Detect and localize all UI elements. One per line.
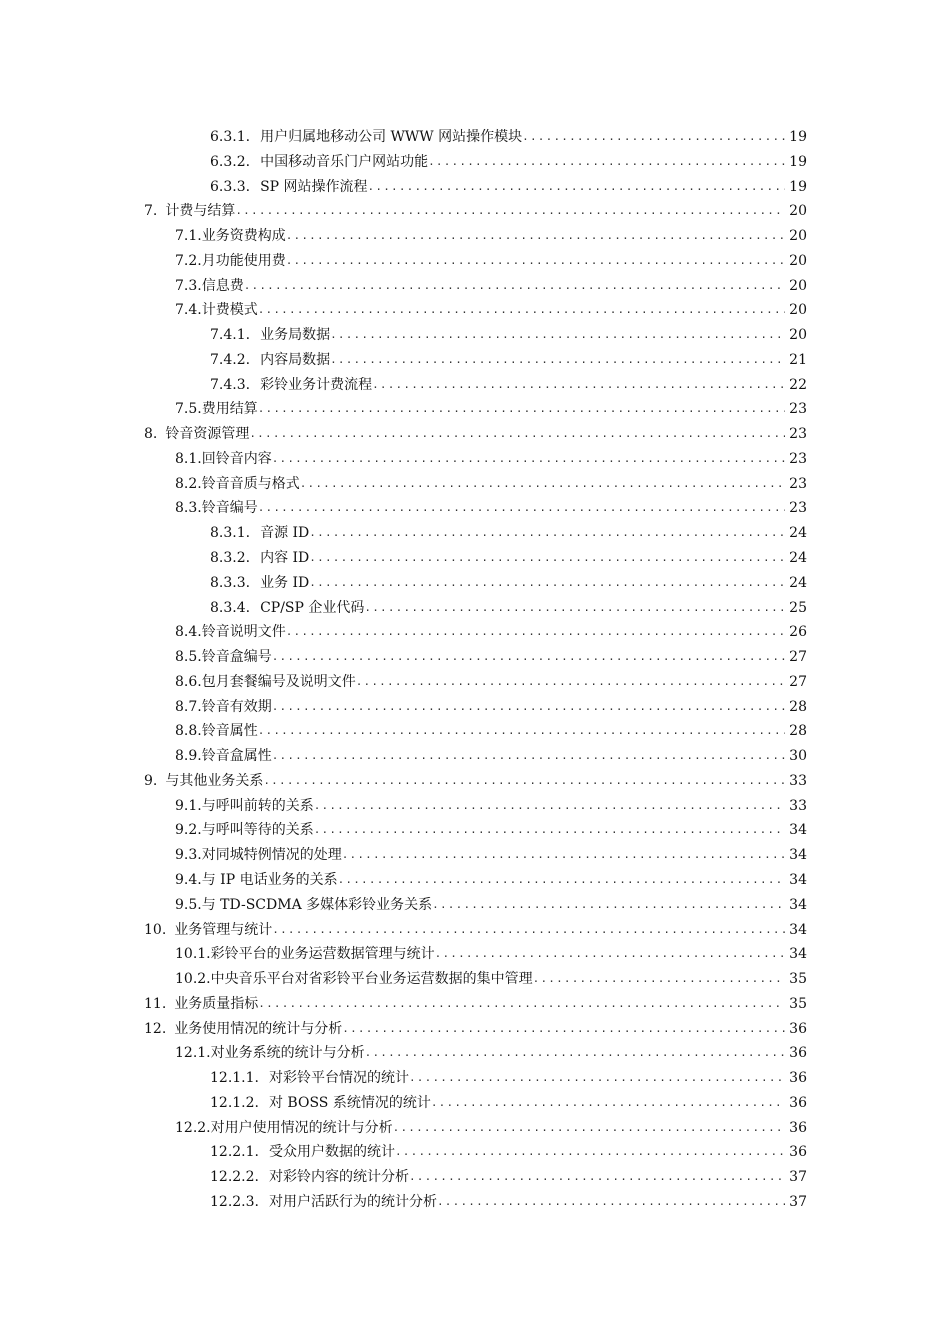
- toc-entry-page-number: 34: [789, 896, 807, 913]
- toc-dot-leader: [522, 125, 785, 150]
- toc-entry-page-number: 36: [789, 1070, 807, 1087]
- toc-entry-number: 8.8.: [175, 723, 202, 740]
- toc-dot-leader: [286, 620, 785, 645]
- toc-entry-title: 铃音编号: [201, 500, 258, 517]
- toc-entry[interactable]: [0, 992, 950, 1017]
- toc-entry[interactable]: [0, 1066, 950, 1091]
- toc-entry-label: [144, 992, 258, 1017]
- toc-entry-number: 8.3.2.: [210, 550, 251, 567]
- toc-dot-leader: [365, 1041, 785, 1066]
- toc-entry-label: [175, 818, 314, 843]
- toc-entry[interactable]: [0, 744, 950, 769]
- toc-entry-title: 对彩铃平台情况的统计: [268, 1070, 409, 1087]
- toc-entry-number: 8.3.1.: [210, 525, 251, 542]
- toc-entry-number: 8.4.: [175, 624, 202, 641]
- toc-entry-number: 6.3.2.: [210, 153, 251, 170]
- toc-entry-page-number: 34: [789, 822, 807, 839]
- toc-entry[interactable]: [0, 719, 950, 744]
- toc-entry-title: 铃音有效期: [201, 698, 272, 715]
- toc-entry-label: [175, 868, 338, 893]
- toc-entry-number: 8.3.: [175, 500, 202, 517]
- toc-entry[interactable]: [0, 298, 950, 323]
- toc-entry-title: 彩铃业务计费流程: [260, 376, 373, 393]
- toc-entry-label: [210, 125, 522, 150]
- toc-entry-label: [175, 719, 258, 744]
- toc-entry-number: 7.: [144, 203, 158, 220]
- toc-entry-title: 对彩铃内容的统计分析: [268, 1169, 409, 1186]
- toc-dot-leader: [368, 175, 785, 200]
- toc-dot-leader: [437, 1190, 785, 1215]
- toc-entry[interactable]: [0, 274, 950, 299]
- toc-entry-number: 8.: [144, 426, 158, 443]
- toc-entry-number: 7.5.: [175, 401, 202, 418]
- toc-entry[interactable]: [0, 571, 950, 596]
- toc-entry-title: 对同城特例情况的处理: [201, 847, 342, 864]
- toc-entry-label: [210, 150, 428, 175]
- toc-entry-label: [175, 1041, 365, 1066]
- toc-entry-label: [175, 695, 272, 720]
- toc-entry[interactable]: [0, 1041, 950, 1066]
- toc-dot-leader: [342, 843, 785, 868]
- toc-entry-title: 计费模式: [201, 302, 258, 319]
- toc-entry-number: 6.3.1.: [210, 129, 251, 145]
- toc-entry[interactable]: [0, 249, 950, 274]
- toc-dot-leader: [435, 942, 785, 967]
- toc-entry-label: [210, 1165, 409, 1190]
- toc-entry[interactable]: [0, 695, 950, 720]
- toc-entry[interactable]: [0, 521, 950, 546]
- toc-entry-page-number: 34: [789, 847, 807, 864]
- toc-entry-label: [144, 769, 263, 794]
- toc-entry-number: 7.4.1.: [210, 327, 251, 344]
- toc-entry-label: [175, 1116, 393, 1141]
- toc-entry-page-number: 24: [789, 550, 807, 567]
- toc-entry-number: 9.5.: [175, 896, 202, 913]
- toc-entry-title: 业务管理与统计: [174, 921, 273, 938]
- toc-dot-leader: [235, 199, 785, 224]
- toc-dot-leader: [258, 719, 785, 744]
- toc-entry-label: [210, 596, 364, 621]
- toc-entry-label: [175, 249, 286, 274]
- toc-entry-page-number: 20: [789, 252, 807, 269]
- toc-entry-label: [210, 571, 309, 596]
- toc-entry-number: 8.7.: [175, 698, 202, 715]
- toc-entry-label: [175, 794, 314, 819]
- toc-dot-leader: [364, 596, 785, 621]
- toc-entry-page-number: 24: [789, 525, 807, 542]
- toc-entry[interactable]: [0, 422, 950, 447]
- toc-entry-label: [144, 918, 272, 943]
- toc-entry-title: CP/SP 企业代码: [260, 599, 365, 616]
- toc-entry-title: 包月套餐编号及说明文件: [201, 673, 356, 690]
- toc-entry-label: [175, 893, 432, 918]
- toc-entry-page-number: 34: [789, 946, 807, 963]
- toc-entry-title: 业务局数据: [260, 327, 331, 344]
- toc-entry-label: [175, 496, 258, 521]
- toc-dot-leader: [244, 274, 785, 299]
- toc-entry-label: [175, 744, 272, 769]
- toc-entry-title: 与 IP 电话业务的关系: [201, 871, 338, 888]
- toc-dot-leader: [533, 967, 785, 992]
- toc-entry-label: [210, 323, 330, 348]
- toc-entry-number: 12.1.2.: [210, 1094, 259, 1111]
- toc-dot-leader: [272, 447, 785, 472]
- toc-dot-leader: [272, 695, 785, 720]
- toc-entry-title: 业务资费构成: [201, 228, 286, 245]
- toc-entry-label: [175, 397, 258, 422]
- toc-dot-leader: [309, 546, 785, 571]
- toc-entry-page-number: 36: [789, 1094, 807, 1111]
- toc-entry-page-number: 34: [789, 921, 807, 938]
- toc-entry-number: 12.1.1.: [210, 1070, 259, 1087]
- toc-entry-label: [210, 373, 372, 398]
- toc-entry[interactable]: [0, 546, 950, 571]
- toc-entry-number: 9.: [144, 772, 158, 789]
- toc-entry-number: 10.2.: [175, 971, 211, 988]
- toc-entry-title: 对用户活跃行为的统计分析: [268, 1193, 437, 1210]
- toc-entry[interactable]: [0, 496, 950, 521]
- toc-entry-page-number: 19: [789, 153, 807, 170]
- toc-entry-title: 业务使用情况的统计与分析: [174, 1020, 343, 1037]
- toc-dot-leader: [330, 348, 785, 373]
- toc-entry-number: 12.: [144, 1020, 167, 1037]
- toc-entry[interactable]: [0, 175, 950, 200]
- toc-entry-label: [175, 274, 244, 299]
- toc-entry[interactable]: [0, 397, 950, 422]
- toc-entry-title: 月功能使用费: [201, 252, 286, 269]
- toc-entry-title: 信息费: [201, 277, 244, 294]
- toc-entry-page-number: 37: [789, 1169, 807, 1186]
- toc-entry-title: 铃音说明文件: [201, 624, 286, 641]
- toc-entry-page-number: 30: [789, 748, 807, 765]
- toc-entry-page-number: 23: [789, 475, 807, 492]
- toc-entry-page-number: 23: [789, 450, 807, 467]
- toc-dot-leader: [432, 893, 785, 918]
- toc-entry-number: 10.1.: [175, 946, 211, 963]
- toc-entry-number: 12.2.2.: [210, 1169, 259, 1186]
- toc-entry[interactable]: [0, 125, 950, 150]
- toc-entry[interactable]: [0, 224, 950, 249]
- toc-entry-title: 与呼叫等待的关系: [201, 822, 314, 839]
- toc-entry[interactable]: [0, 893, 950, 918]
- toc-entry-number: 9.1.: [175, 797, 202, 814]
- toc-entry-label: [175, 447, 272, 472]
- toc-entry-number: 8.6.: [175, 673, 202, 690]
- toc-entry-number: 8.9.: [175, 748, 202, 765]
- toc-entry-page-number: 37: [789, 1193, 807, 1210]
- toc-entry[interactable]: [0, 794, 950, 819]
- toc-entry-title: 业务质量指标: [174, 995, 259, 1012]
- toc-dot-leader: [314, 794, 785, 819]
- toc-entry-number: 8.2.: [175, 475, 202, 492]
- toc-dot-leader: [286, 224, 785, 249]
- toc-entry[interactable]: [0, 596, 950, 621]
- toc-dot-leader: [258, 992, 785, 1017]
- toc-entry-label: [175, 670, 356, 695]
- toc-entry-number: 10.: [144, 921, 167, 938]
- toc-dot-leader: [300, 472, 785, 497]
- toc-dot-leader: [309, 571, 785, 596]
- toc-entry-page-number: 23: [789, 500, 807, 517]
- toc-dot-leader: [409, 1066, 785, 1091]
- toc-dot-leader: [263, 769, 785, 794]
- toc-entry-title: 与 TD-SCDMA 多媒体彩铃业务关系: [201, 896, 433, 913]
- toc-entry-number: 12.2.1.: [210, 1144, 259, 1161]
- toc-entry-number: 7.4.: [175, 302, 202, 319]
- toc-entry-number: 8.1.: [175, 450, 202, 467]
- toc-entry-number: 8.3.3.: [210, 574, 251, 591]
- toc-dot-leader: [309, 521, 785, 546]
- toc-dot-leader: [395, 1140, 785, 1165]
- toc-entry-title: 费用结算: [201, 401, 258, 418]
- toc-entry-page-number: 24: [789, 574, 807, 591]
- toc-entry-page-number: 22: [789, 376, 807, 393]
- toc-entry-number: 9.3.: [175, 847, 202, 864]
- toc-entry-page-number: 20: [789, 327, 807, 344]
- toc-entry-title: 内容局数据: [260, 351, 331, 368]
- table-of-contents: [0, 125, 950, 1215]
- toc-dot-leader: [249, 422, 785, 447]
- toc-entry[interactable]: [0, 1017, 950, 1042]
- toc-entry-label: [210, 348, 330, 373]
- toc-dot-leader: [258, 298, 785, 323]
- toc-entry-number: 8.3.4.: [210, 599, 251, 616]
- toc-entry-page-number: 21: [789, 351, 807, 368]
- toc-entry-title: 铃音资源管理: [165, 426, 250, 443]
- toc-entry-label: [144, 422, 249, 447]
- toc-entry-label: [175, 298, 258, 323]
- toc-entry-number: 9.4.: [175, 871, 202, 888]
- toc-entry-page-number: 23: [789, 426, 807, 443]
- toc-entry-title: 对 BOSS 系统情况的统计: [268, 1094, 431, 1111]
- toc-entry[interactable]: [0, 670, 950, 695]
- toc-dot-leader: [342, 1017, 785, 1042]
- toc-entry-label: [210, 1066, 409, 1091]
- toc-entry[interactable]: [0, 620, 950, 645]
- toc-entry[interactable]: [0, 942, 950, 967]
- toc-entry-title: 与呼叫前转的关系: [201, 797, 314, 814]
- toc-entry-page-number: 20: [789, 228, 807, 245]
- toc-entry-title: 用户归属地移动公司 WWW 网站操作模块: [260, 129, 523, 145]
- toc-entry-number: 7.1.: [175, 228, 202, 245]
- toc-entry[interactable]: [0, 1165, 950, 1190]
- toc-entry-title: 计费与结算: [165, 203, 236, 220]
- toc-entry[interactable]: [0, 645, 950, 670]
- toc-entry-page-number: 36: [789, 1119, 807, 1136]
- toc-entry-label: [175, 645, 272, 670]
- toc-entry-page-number: 26: [789, 624, 807, 641]
- toc-dot-leader: [258, 496, 785, 521]
- toc-entry-label: [210, 521, 309, 546]
- toc-dot-leader: [431, 1091, 785, 1116]
- toc-entry-label: [210, 1190, 437, 1215]
- toc-entry[interactable]: [0, 769, 950, 794]
- toc-entry-label: [210, 175, 368, 200]
- toc-entry[interactable]: [0, 472, 950, 497]
- toc-entry[interactable]: [0, 918, 950, 943]
- toc-entry[interactable]: [0, 818, 950, 843]
- toc-entry-number: 9.2.: [175, 822, 202, 839]
- toc-entry[interactable]: [0, 1116, 950, 1141]
- toc-entry-title: 与其他业务关系: [165, 772, 264, 789]
- toc-entry[interactable]: [0, 967, 950, 992]
- toc-entry[interactable]: [0, 868, 950, 893]
- toc-entry-page-number: 36: [789, 1144, 807, 1161]
- toc-entry-label: [210, 546, 309, 571]
- toc-entry-page-number: 28: [789, 698, 807, 715]
- toc-entry-title: 中国移动音乐门户网站功能: [260, 153, 429, 170]
- toc-entry-title: SP 网站操作流程: [260, 178, 368, 195]
- toc-entry-number: 12.2.3.: [210, 1193, 259, 1210]
- toc-entry-title: 受众用户数据的统计: [268, 1144, 395, 1161]
- toc-entry-number: 7.2.: [175, 252, 202, 269]
- toc-entry[interactable]: [0, 843, 950, 868]
- toc-entry-page-number: 33: [789, 797, 807, 814]
- toc-entry-number: 12.2.: [175, 1119, 211, 1136]
- toc-entry[interactable]: [0, 1190, 950, 1215]
- toc-entry[interactable]: [0, 199, 950, 224]
- toc-entry-page-number: 20: [789, 277, 807, 294]
- toc-dot-leader: [338, 868, 785, 893]
- toc-dot-leader: [409, 1165, 785, 1190]
- toc-entry-number: 11.: [144, 995, 167, 1012]
- toc-entry[interactable]: [0, 150, 950, 175]
- toc-entry-label: [175, 620, 286, 645]
- toc-entry-title: 铃音音质与格式: [201, 475, 300, 492]
- toc-entry-page-number: 27: [789, 649, 807, 666]
- toc-dot-leader: [272, 645, 785, 670]
- toc-dot-leader: [258, 397, 785, 422]
- toc-entry-page-number: 35: [789, 971, 807, 988]
- toc-entry-page-number: 28: [789, 723, 807, 740]
- toc-entry-number: 8.5.: [175, 649, 202, 666]
- toc-dot-leader: [272, 744, 785, 769]
- toc-entry-title: 回铃音内容: [201, 450, 272, 467]
- toc-entry-number: 7.4.2.: [210, 351, 251, 368]
- toc-entry-page-number: 20: [789, 302, 807, 319]
- toc-entry-title: 音源 ID: [260, 525, 310, 542]
- toc-entry-title: 彩铃平台的业务运营数据管理与统计: [210, 946, 435, 963]
- toc-entry-label: [175, 843, 342, 868]
- toc-entry[interactable]: [0, 348, 950, 373]
- toc-entry-number: 7.3.: [175, 277, 202, 294]
- toc-dot-leader: [356, 670, 785, 695]
- toc-entry-page-number: 19: [789, 129, 807, 145]
- toc-entry-page-number: 36: [789, 1045, 807, 1062]
- toc-entry[interactable]: [0, 323, 950, 348]
- toc-entry-label: [144, 199, 235, 224]
- toc-dot-leader: [393, 1116, 785, 1141]
- toc-entry-title: 对业务系统的统计与分析: [210, 1045, 365, 1062]
- toc-dot-leader: [428, 150, 785, 175]
- toc-entry-number: 7.4.3.: [210, 376, 251, 393]
- toc-entry-page-number: 27: [789, 673, 807, 690]
- toc-entry-page-number: 25: [789, 599, 807, 616]
- toc-entry-number: 6.3.3.: [210, 178, 251, 195]
- toc-entry-page-number: 33: [789, 772, 807, 789]
- toc-entry-label: [175, 224, 286, 249]
- toc-entry[interactable]: [0, 1091, 950, 1116]
- toc-entry-label: [175, 967, 533, 992]
- toc-entry-title: 中央音乐平台对省彩铃平台业务运营数据的集中管理: [210, 971, 533, 988]
- toc-entry-label: [144, 1017, 342, 1042]
- toc-entry[interactable]: [0, 1140, 950, 1165]
- toc-dot-leader: [272, 918, 785, 943]
- toc-entry-title: 铃音属性: [201, 723, 258, 740]
- toc-entry-page-number: 36: [789, 1020, 807, 1037]
- toc-entry-page-number: 20: [789, 203, 807, 220]
- toc-entry-number: 12.1.: [175, 1045, 211, 1062]
- toc-entry-page-number: 19: [789, 178, 807, 195]
- toc-entry-label: [175, 942, 435, 967]
- toc-dot-leader: [330, 323, 785, 348]
- toc-entry-title: 内容 ID: [260, 550, 310, 567]
- toc-entry[interactable]: [0, 373, 950, 398]
- toc-entry-title: 业务 ID: [260, 574, 310, 591]
- toc-entry-label: [210, 1140, 395, 1165]
- toc-entry[interactable]: [0, 447, 950, 472]
- toc-entry-label: [210, 1091, 431, 1116]
- toc-entry-page-number: 23: [789, 401, 807, 418]
- toc-entry-page-number: 34: [789, 871, 807, 888]
- toc-dot-leader: [372, 373, 785, 398]
- toc-dot-leader: [286, 249, 785, 274]
- toc-entry-label: [175, 472, 300, 497]
- toc-entry-title: 铃音盒编号: [201, 649, 272, 666]
- toc-entry-page-number: 35: [789, 995, 807, 1012]
- toc-entry-title: 对用户使用情况的统计与分析: [210, 1119, 393, 1136]
- toc-dot-leader: [314, 818, 785, 843]
- toc-entry-title: 铃音盒属性: [201, 748, 272, 765]
